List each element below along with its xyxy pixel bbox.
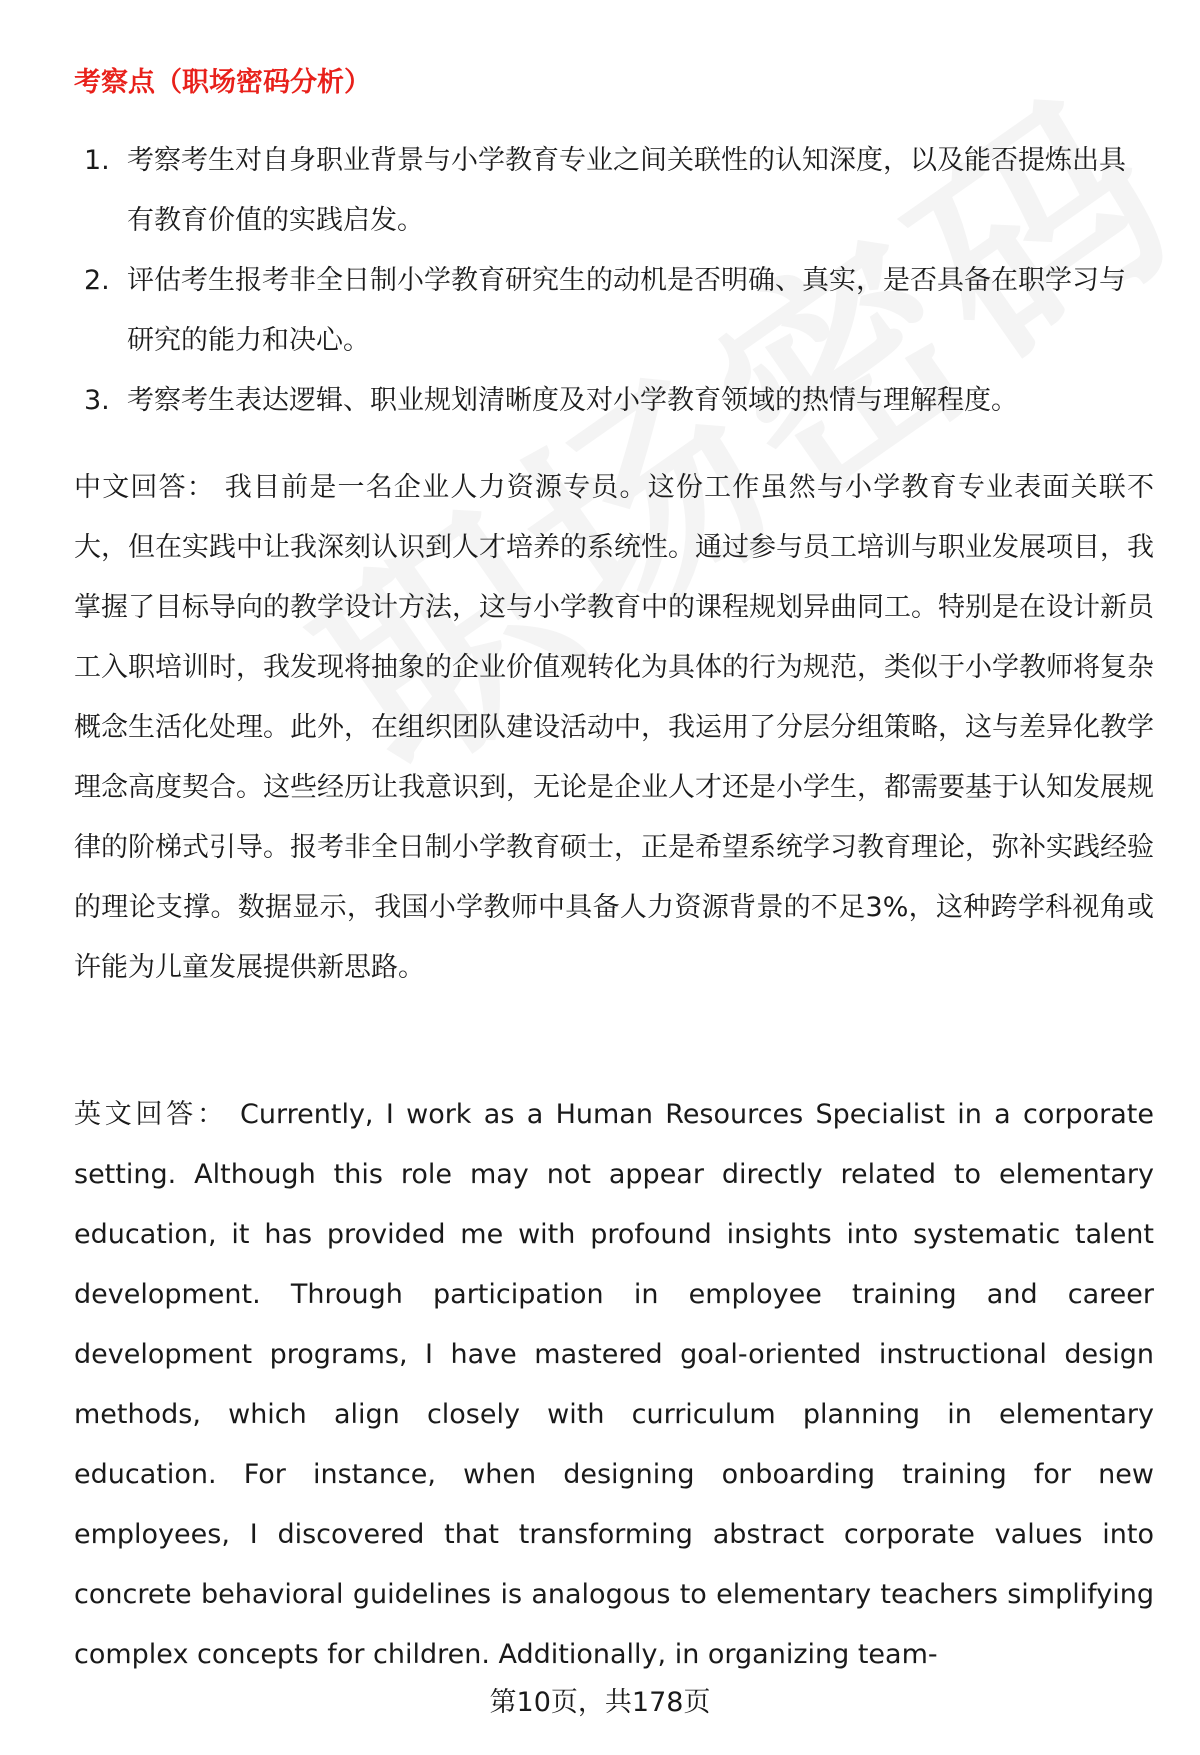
english-answer-text: Currently, I work as a Human Resources Specialist in a corporate setting. Although this role may not appear directly related to elementary education, it has provided me with profound insights into systematic talent development. Through participation in employee training and career development programs, I have mastered goal-oriented instructional design methods, which align closely with curriculum planning in elementary education. For instance, when designing onboarding training for new employees, I discovered that transforming abstract corporate values into concrete behavioral guidelines is analogous to elementary teachers simplifying complex concepts for children. Additionally, in organizing team- bbox=[74, 1099, 1155, 1670]
list-item bbox=[84, 131, 1144, 251]
chinese-answer bbox=[74, 458, 1154, 998]
section-heading: 考察点（职场密码分析） bbox=[74, 67, 371, 98]
list-number: 2. bbox=[84, 265, 110, 296]
english-answer bbox=[74, 1085, 1154, 1685]
list-item bbox=[84, 251, 1144, 371]
list-item-text: 考察考生对自身职业背景与小学教育专业之间关联性的认知深度，以及能否提炼出具有教育价值的实践启发。 bbox=[127, 145, 1126, 236]
page-number: 第10页，共178页 bbox=[489, 1687, 711, 1718]
english-answer-label: 英文回答： bbox=[74, 1099, 228, 1130]
list-number: 1. bbox=[84, 145, 110, 176]
list-item-text: 考察考生表达逻辑、职业规划清晰度及对小学教育领域的热情与理解程度。 bbox=[127, 385, 1018, 416]
chinese-answer-label: 中文回答： bbox=[74, 472, 215, 503]
list-item bbox=[84, 371, 1144, 431]
assessment-points-list bbox=[84, 131, 1144, 431]
list-item-text: 评估考生报考非全日制小学教育研究生的动机是否明确、真实，是否具备在职学习与研究的能力和决心。 bbox=[127, 265, 1126, 356]
list-number: 3. bbox=[84, 385, 110, 416]
chinese-answer-text: 我目前是一名企业人力资源专员。这份工作虽然与小学教育专业表面关联不大，但在实践中让我深刻认识到人才培养的系统性。通过参与员工培训与职业发展项目，我掌握了目标导向的教学设计方法，这与小学教育中的课程规划异曲同工。特别是在设计新员工入职培训时，我发现将抽象的企业价值观转化为具体的行为规范，类似于小学教师将复杂概念生活化处理。此外，在组织团队建设活动中，我运用了分层分组策略，这与差异化教学理念高度契合。这些经历让我意识到，无论是企业人才还是小学生，都需要基于认知发展规律的阶梯式引导。报考非全日制小学教育硕士，正是希望系统学习教育理论，弥补实践经验的理论支撑。数据显示，我国小学教师中具备人力资源背景的不足3%，这种跨学科视角或许能为儿童发展提供新思路。 bbox=[74, 472, 1155, 983]
